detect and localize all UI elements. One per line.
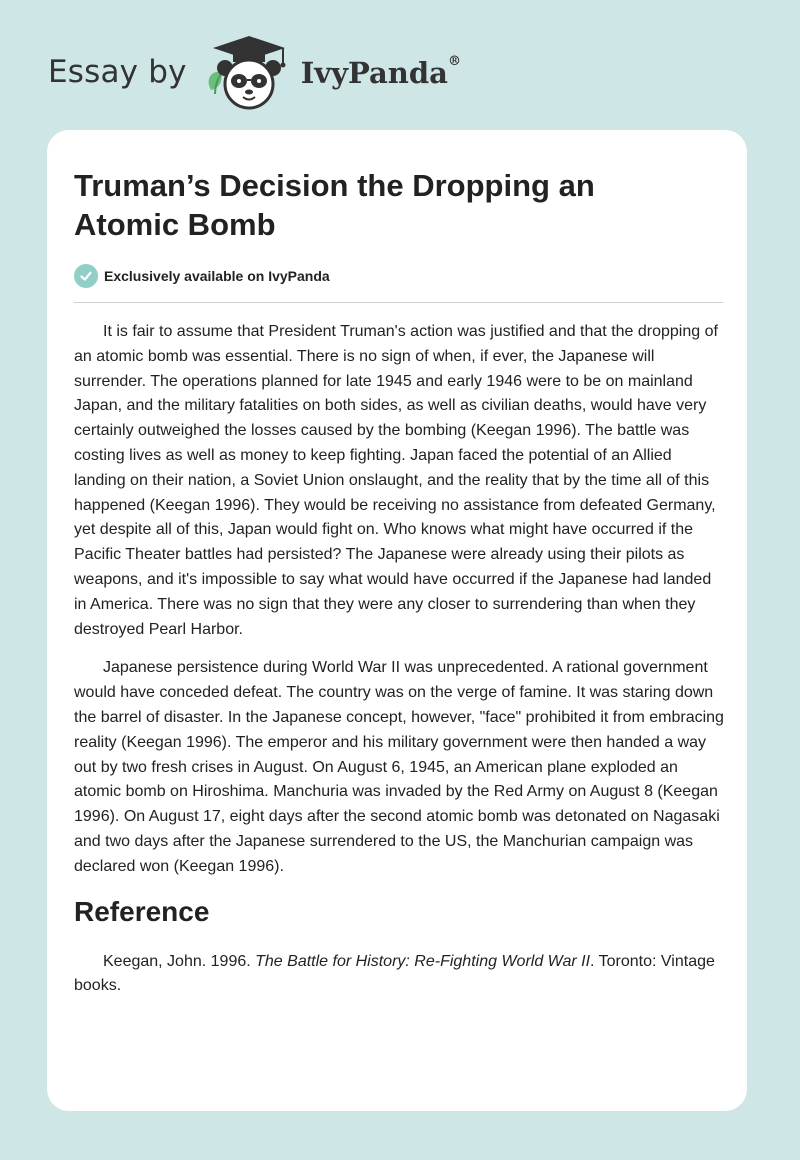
site-header <box>48 34 461 110</box>
reference-entry: Keegan, John. 1996. The Battle for History: Re-Fighting World War II. Toronto: Vintage books. <box>74 952 715 995</box>
divider <box>74 302 723 303</box>
essay-by-label: Essay by <box>48 54 187 90</box>
exclusive-badge-label: Exclusively available on IvyPanda <box>104 268 330 284</box>
reference-heading: Reference <box>74 895 210 927</box>
registered-mark: ® <box>447 54 461 69</box>
exclusive-badge <box>74 264 330 288</box>
paragraph: It is fair to assume that President Truman's action was justified and that the dropping of an atomic bomb was essential. There is no sign of when, if ever, the Japanese will surrender. The operations planned for late 1945 and early 1946 were to be on mainland Japan, and the military fatalities on both sides, as well as civilian deaths, would have very certainly outweighed the losses caused by the bombing (Keegan 1996). The battle was costing lives as well as money to keep fighting. Japan faced the potential of an Allied landing on their nation, a Soviet Union onslaught, and the reality that by the time all of this happened (Keegan 1996). They would be receiving no assistance from defeated Germany, yet despite all of this, Japan would fight on. Who knows what might have occurred if the Pacific Theater battles had persisted? The Japanese were already using their pilots as weapons, and it's impossible to say what would have occurred if the Japanese had landed in America. There was no sign that they were any closer to surrendering than when they destroyed Pearl Harbor. <box>74 323 718 638</box>
essay-body <box>74 320 726 1013</box>
check-icon <box>74 264 98 288</box>
essay-card <box>47 130 747 1111</box>
page-title: Truman’s Decision the Dropping an Atomic Bomb <box>74 168 595 242</box>
reference-title: The Battle for History: Re-Fighting World War II <box>255 952 591 970</box>
brand-name[interactable]: IvyPanda® <box>300 54 461 90</box>
paragraph: Japanese persistence during World War II was unprecedented. A rational government would have conceded defeat. The country was on the verge of famine. It was staring down the barrel of disaster. In the Japanese concept, however, "face" prohibited it from embracing reality (Keegan 1996). The emperor and his military government were then handed a way out by two fresh crises in August. On August 6, 1945, an American plane exploded an atomic bomb on Hiroshima. Manchuria was invaded by the Red Army on August 8 (Keegan 1996). On August 17, eight days after the second atomic bomb was detonated on Nagasaki and two days after the Japanese surrendered to the US, the Manchurian campaign was declared won (Keegan 1996). <box>74 659 724 875</box>
panda-logo-icon[interactable] <box>201 34 297 110</box>
